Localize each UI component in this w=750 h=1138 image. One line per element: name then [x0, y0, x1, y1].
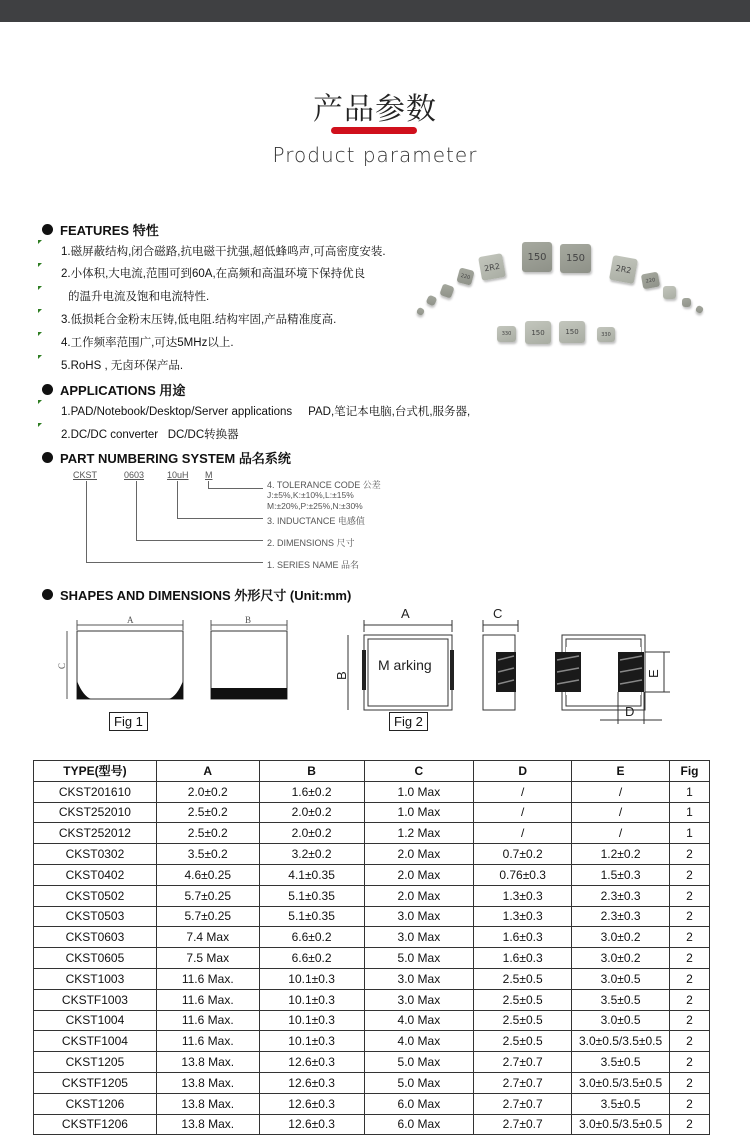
- svg-text:A: A: [127, 615, 134, 625]
- cell-e: 3.0±0.5/3.5±0.5: [572, 1031, 670, 1052]
- connector-line: [177, 518, 263, 519]
- cell-d: /: [474, 802, 572, 823]
- cell-e: 1.5±0.3: [572, 864, 670, 885]
- cell-c: 6.0 Max: [364, 1093, 474, 1114]
- pn-dimensions-label: 2. DIMENSIONS 尺寸: [267, 538, 355, 548]
- cell-c: 4.0 Max: [364, 1031, 474, 1052]
- inductor-chip: 150: [522, 242, 552, 272]
- cell-d: 2.5±0.5: [474, 989, 572, 1010]
- cell-fig: 1: [670, 802, 710, 823]
- table-row: [34, 802, 710, 823]
- cell-b: 5.1±0.35: [259, 906, 364, 927]
- cell-c: 3.0 Max: [364, 989, 474, 1010]
- cell-type: CKSTF1205: [34, 1072, 157, 1093]
- cell-a: 3.5±0.2: [156, 844, 259, 865]
- connector-line: [86, 481, 87, 563]
- fig1-label: Fig 1: [109, 712, 148, 731]
- cell-c: 4.0 Max: [364, 1010, 474, 1031]
- cell-d: /: [474, 823, 572, 844]
- feature-item: 的温升电流及饱和电流特性.: [68, 291, 210, 303]
- top-bar: [0, 0, 750, 22]
- cell-a: 7.4 Max: [156, 927, 259, 948]
- cell-a: 11.6 Max.: [156, 968, 259, 989]
- svg-text:B: B: [334, 671, 349, 680]
- cell-a: 13.8 Max.: [156, 1072, 259, 1093]
- table-row: [34, 1093, 710, 1114]
- cell-d: 0.7±0.2: [474, 844, 572, 865]
- cell-c: 6.0 Max: [364, 1114, 474, 1135]
- cell-fig: 2: [670, 1114, 710, 1135]
- cell-b: 10.1±0.3: [259, 989, 364, 1010]
- connector-line: [136, 540, 263, 541]
- svg-text:M arking: M arking: [378, 657, 432, 673]
- cell-type: CKST1003: [34, 968, 157, 989]
- svg-text:A: A: [401, 606, 410, 621]
- cell-a: 11.6 Max.: [156, 1010, 259, 1031]
- inductor-chip: [426, 295, 438, 307]
- cell-e: 3.5±0.5: [572, 1052, 670, 1073]
- cell-b: 4.1±0.35: [259, 864, 364, 885]
- cell-e: 3.0±0.5: [572, 1010, 670, 1031]
- fig2-top-view: [328, 602, 458, 714]
- cell-d: 1.6±0.3: [474, 927, 572, 948]
- col-fig: Fig: [670, 761, 710, 782]
- feature-item: 5.RoHS , 无卤环保产品.: [61, 360, 184, 372]
- applications-heading-text: APPLICATIONS 用途: [60, 383, 186, 398]
- cell-a: 13.8 Max.: [156, 1114, 259, 1135]
- svg-text:C: C: [493, 606, 503, 621]
- cell-a: 7.5 Max: [156, 948, 259, 969]
- bullet-icon: [42, 384, 53, 395]
- tick-icon: [38, 355, 42, 359]
- cell-c: 1.2 Max: [364, 823, 474, 844]
- cell-fig: 2: [670, 1010, 710, 1031]
- cell-fig: 2: [670, 906, 710, 927]
- tick-icon: [38, 332, 42, 336]
- col-type: TYPE(型号): [34, 761, 157, 782]
- table-header-row: [34, 761, 710, 782]
- cell-b: 10.1±0.3: [259, 968, 364, 989]
- cell-a: 5.7±0.25: [156, 885, 259, 906]
- cell-c: 3.0 Max: [364, 968, 474, 989]
- cell-fig: 2: [670, 1052, 710, 1073]
- cell-a: 11.6 Max.: [156, 989, 259, 1010]
- page-title-cn: 产品参数: [313, 92, 437, 127]
- col-b: B: [259, 761, 364, 782]
- cell-e: /: [572, 781, 670, 802]
- cell-b: 12.6±0.3: [259, 1114, 364, 1135]
- col-d: D: [474, 761, 572, 782]
- cell-c: 2.0 Max: [364, 844, 474, 865]
- table-row: [34, 948, 710, 969]
- svg-text:C: C: [57, 662, 67, 669]
- cell-type: CKST0302: [34, 844, 157, 865]
- cell-fig: 1: [670, 781, 710, 802]
- pn-series-label: 1. SERIES NAME 品名: [267, 560, 360, 570]
- tick-icon: [38, 400, 42, 404]
- application-item: 2.DC/DC converter DC/DC转换器: [61, 429, 239, 441]
- cell-type: CKST1205: [34, 1052, 157, 1073]
- feature-item: 3.低损耗合金粉末压铸,低电阻.结构牢固,产品精准度高.: [61, 314, 337, 326]
- cell-type: CKST1206: [34, 1093, 157, 1114]
- applications-heading: [42, 380, 185, 399]
- cell-e: 3.5±0.5: [572, 1093, 670, 1114]
- fig2-core-view: [550, 602, 700, 727]
- bullet-icon: [42, 452, 53, 463]
- pn-tolerance-values-1: J:±5%,K:±10%,L:±15%: [267, 490, 354, 500]
- cell-b: 1.6±0.2: [259, 781, 364, 802]
- connector-line: [86, 562, 263, 563]
- cell-type: CKST252012: [34, 823, 157, 844]
- tick-icon: [38, 240, 42, 244]
- cell-e: 3.0±0.5: [572, 968, 670, 989]
- shapes-heading-text: SHAPES AND DIMENSIONS 外形尺寸 (Unit:mm): [60, 588, 352, 603]
- cell-a: 11.6 Max.: [156, 1031, 259, 1052]
- cell-fig: 2: [670, 927, 710, 948]
- cell-type: CKST1004: [34, 1010, 157, 1031]
- fig2-label: Fig 2: [389, 712, 428, 731]
- inductor-chip: 220: [641, 272, 660, 290]
- table-row: [34, 1072, 710, 1093]
- table-row: [34, 864, 710, 885]
- table-row: [34, 823, 710, 844]
- cell-e: 3.0±0.5/3.5±0.5: [572, 1072, 670, 1093]
- feature-item: 4.工作频率范围广,可达5MHz以上.: [61, 337, 234, 349]
- inductor-chip: [416, 307, 426, 317]
- cell-d: /: [474, 781, 572, 802]
- cell-type: CKSTF1004: [34, 1031, 157, 1052]
- cell-fig: 2: [670, 864, 710, 885]
- cell-c: 1.0 Max: [364, 802, 474, 823]
- pn-tolerance-values-2: M:±20%,P:±25%,N:±30%: [267, 501, 363, 511]
- product-photo: [415, 230, 715, 355]
- cell-b: 10.1±0.3: [259, 1010, 364, 1031]
- bullet-icon: [42, 224, 53, 235]
- cell-type: CKSTF1206: [34, 1114, 157, 1135]
- application-item: 1.PAD/Notebook/Desktop/Server applications PAD,笔记本电脑,台式机,服务器,: [61, 406, 471, 418]
- cell-d: 2.7±0.7: [474, 1093, 572, 1114]
- table-row: [34, 989, 710, 1010]
- inductor-chip: 150: [560, 244, 591, 273]
- cell-d: 1.6±0.3: [474, 948, 572, 969]
- cell-fig: 2: [670, 989, 710, 1010]
- table-row: [34, 885, 710, 906]
- cell-e: /: [572, 823, 670, 844]
- cell-c: 5.0 Max: [364, 948, 474, 969]
- cell-type: CKSTF1003: [34, 989, 157, 1010]
- cell-a: 2.5±0.2: [156, 802, 259, 823]
- cell-c: 3.0 Max: [364, 927, 474, 948]
- col-c: C: [364, 761, 474, 782]
- cell-b: 12.6±0.3: [259, 1093, 364, 1114]
- cell-d: 2.5±0.5: [474, 1031, 572, 1052]
- cell-c: 2.0 Max: [364, 864, 474, 885]
- cell-c: 5.0 Max: [364, 1052, 474, 1073]
- inductor-chip: 150: [559, 321, 585, 343]
- fig2-side-view: [480, 602, 525, 714]
- page-title-en: Product parameter: [272, 143, 478, 167]
- connector-line: [177, 481, 178, 519]
- svg-text:E: E: [646, 669, 661, 678]
- cell-e: 3.0±0.2: [572, 948, 670, 969]
- pn-inductance-label: 3. INDUCTANCE 电感值: [267, 516, 365, 526]
- inductor-chip: [695, 305, 705, 315]
- pn-inductance-code: 10uH: [167, 470, 189, 480]
- cell-fig: 1: [670, 823, 710, 844]
- table-row: [34, 906, 710, 927]
- cell-d: 2.5±0.5: [474, 968, 572, 989]
- cell-type: CKST0605: [34, 948, 157, 969]
- part-numbering-heading: [42, 448, 291, 467]
- pn-dimension-code: 0603: [124, 470, 145, 480]
- shapes-heading: [42, 585, 351, 604]
- pn-series-code: CKST: [73, 470, 98, 480]
- cell-fig: 2: [670, 968, 710, 989]
- connector-line: [136, 481, 137, 541]
- table-row: [34, 844, 710, 865]
- cell-b: 6.6±0.2: [259, 927, 364, 948]
- cell-b: 3.2±0.2: [259, 844, 364, 865]
- title-accent-bar: [331, 127, 417, 134]
- inductor-chip: 2R2: [609, 255, 638, 284]
- cell-type: CKST252010: [34, 802, 157, 823]
- fig1-front-view: [55, 608, 195, 708]
- cell-fig: 2: [670, 948, 710, 969]
- cell-d: 2.5±0.5: [474, 1010, 572, 1031]
- inductor-chip: [682, 298, 691, 307]
- cell-e: /: [572, 802, 670, 823]
- tick-icon: [38, 263, 42, 267]
- cell-a: 2.5±0.2: [156, 823, 259, 844]
- cell-e: 1.2±0.2: [572, 844, 670, 865]
- tick-icon: [38, 423, 42, 427]
- connector-line: [208, 488, 263, 489]
- cell-e: 3.5±0.5: [572, 989, 670, 1010]
- cell-type: CKST201610: [34, 781, 157, 802]
- feature-item: 1.磁屏蔽结构,闭合磁路,抗电磁干扰强,超低蜂鸣声,可高密度安装.: [61, 246, 386, 258]
- tick-icon: [38, 309, 42, 313]
- cell-d: 1.3±0.3: [474, 906, 572, 927]
- cell-a: 4.6±0.25: [156, 864, 259, 885]
- cell-fig: 2: [670, 1031, 710, 1052]
- cell-e: 2.3±0.3: [572, 885, 670, 906]
- cell-e: 2.3±0.3: [572, 906, 670, 927]
- cell-b: 2.0±0.2: [259, 823, 364, 844]
- cell-a: 13.8 Max.: [156, 1052, 259, 1073]
- cell-b: 12.6±0.3: [259, 1072, 364, 1093]
- cell-e: 3.0±0.5/3.5±0.5: [572, 1114, 670, 1135]
- cell-d: 0.76±0.3: [474, 864, 572, 885]
- cell-d: 2.7±0.7: [474, 1072, 572, 1093]
- table-row: [34, 1010, 710, 1031]
- inductor-chip: 150: [525, 321, 551, 344]
- tick-icon: [38, 286, 42, 290]
- feature-item: 2.小体积,大电流,范围可到60A,在高频和高温环境下保持优良: [61, 268, 366, 280]
- svg-text:D: D: [625, 704, 635, 719]
- cell-c: 1.0 Max: [364, 781, 474, 802]
- pn-tolerance-label: 4. TOLERANCE CODE 公差: [267, 480, 381, 490]
- part-numbering-heading-text: PART NUMBERING SYSTEM 品名系统: [60, 451, 291, 466]
- cell-type: CKST0503: [34, 906, 157, 927]
- inductor-chip: 2R2: [478, 253, 506, 281]
- cell-b: 2.0±0.2: [259, 802, 364, 823]
- cell-fig: 2: [670, 844, 710, 865]
- cell-b: 12.6±0.3: [259, 1052, 364, 1073]
- svg-text:B: B: [245, 615, 252, 625]
- features-heading-text: FEATURES 特性: [60, 223, 159, 238]
- cell-c: 5.0 Max: [364, 1072, 474, 1093]
- table-row: [34, 1052, 710, 1073]
- bullet-icon: [42, 589, 53, 600]
- cell-e: 3.0±0.2: [572, 927, 670, 948]
- inductor-chip: 220: [456, 267, 474, 285]
- inductor-chip: [439, 283, 454, 298]
- table-row: [34, 1031, 710, 1052]
- cell-d: 1.3±0.3: [474, 885, 572, 906]
- cell-a: 13.8 Max.: [156, 1093, 259, 1114]
- inductor-chip: [663, 286, 676, 299]
- cell-b: 5.1±0.35: [259, 885, 364, 906]
- cell-type: CKST0402: [34, 864, 157, 885]
- cell-type: CKST0502: [34, 885, 157, 906]
- table-row: [34, 968, 710, 989]
- col-a: A: [156, 761, 259, 782]
- cell-d: 2.7±0.7: [474, 1052, 572, 1073]
- cell-fig: 2: [670, 1072, 710, 1093]
- dimensions-table: [33, 760, 710, 1135]
- cell-c: 3.0 Max: [364, 906, 474, 927]
- table-row: [34, 1114, 710, 1135]
- cell-fig: 2: [670, 1093, 710, 1114]
- fig1-side-view: [205, 608, 295, 708]
- table-row: [34, 781, 710, 802]
- cell-b: 10.1±0.3: [259, 1031, 364, 1052]
- cell-type: CKST0603: [34, 927, 157, 948]
- table-row: [34, 927, 710, 948]
- inductor-chip: 330: [497, 326, 516, 342]
- pn-tolerance-code: M: [205, 470, 213, 480]
- cell-a: 5.7±0.25: [156, 906, 259, 927]
- cell-d: 2.7±0.7: [474, 1114, 572, 1135]
- cell-c: 2.0 Max: [364, 885, 474, 906]
- cell-b: 6.6±0.2: [259, 948, 364, 969]
- features-heading: [42, 220, 159, 239]
- inductor-chip: 330: [597, 327, 615, 342]
- col-e: E: [572, 761, 670, 782]
- cell-fig: 2: [670, 885, 710, 906]
- cell-a: 2.0±0.2: [156, 781, 259, 802]
